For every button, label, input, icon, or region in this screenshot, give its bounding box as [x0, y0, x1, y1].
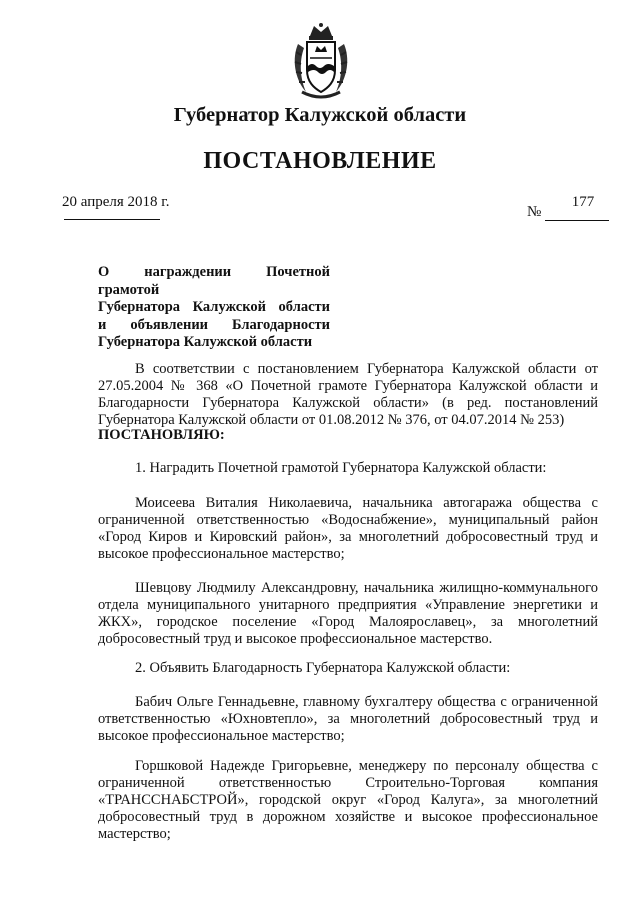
- title-line: Губернатора Калужской области: [98, 334, 313, 350]
- item-1-heading: 1. Наградить Почетной грамотой Губернатора Калужской области:: [135, 460, 547, 476]
- title-line: Губернатора Калужской области: [98, 299, 330, 315]
- title-line: и объявлении Благодарности: [98, 316, 330, 333]
- date-underline: [64, 219, 160, 220]
- document-title: [98, 264, 330, 352]
- number-underline: [545, 220, 609, 221]
- document-type: ПОСТАНОВЛЕНИЕ: [203, 148, 437, 174]
- document-number: 177: [571, 194, 595, 210]
- preamble-paragraph: В соответствии с постановлением Губернатора Калужской области от 27.05.2004 № 368 «О Почетной грамоте Губернатора Калужской области и Благодарности Губернатора Калужской области» (в ред. постановлений Губернатора Калужской области от 01.08.2012 № 376, от 04.07.2014 № 253): [98, 361, 598, 428]
- award-entry: Шевцову Людмилу Александровну, начальника жилищно-коммунального отдела муниципального унитарного предприятия «Управление энергетики и ЖКХ», городское поселение «Город Малоярославец», за многолетний добросовестный труд и высокое профессиональное мастерство.: [98, 580, 598, 647]
- award-entry: Моисеева Виталия Николаевича, начальника автогаража общества с ограниченной ответственностью «Водоснабжение», муниципальный район «Город Киров и Кировский район», за многолетний добросовестный труд и высокое профессиональное мастерство;: [98, 495, 598, 562]
- issuing-authority: Губернатор Калужской области: [173, 104, 467, 126]
- title-line: О награждении Почетной грамотой: [98, 264, 330, 298]
- document-date: 20 апреля 2018 г.: [62, 194, 170, 210]
- gratitude-entry: Горшковой Надежде Григорьевне, менеджеру по персоналу общества с ограниченной ответственностью Строительно-Торговая компания «ТРАНССНАБСТРОЙ», городской округ «Город Калуга», за многолетний добросовестный труд в дорожном хозяйстве и высокое профессиональное мастерство;: [98, 758, 598, 842]
- decree-word: ПОСТАНОВЛЯЮ:: [98, 427, 225, 443]
- number-sign: №: [527, 204, 542, 220]
- gratitude-entry: Бабич Ольге Геннадьевне, главному бухгалтеру общества с ограниченной ответственностью «Юхновтепло», за многолетний добросовестный труд и высокое профессиональное мастерство;: [98, 694, 598, 744]
- item-2-heading: 2. Объявить Благодарность Губернатора Калужской области:: [135, 660, 511, 676]
- kaluga-coat-of-arms-icon: [290, 22, 352, 100]
